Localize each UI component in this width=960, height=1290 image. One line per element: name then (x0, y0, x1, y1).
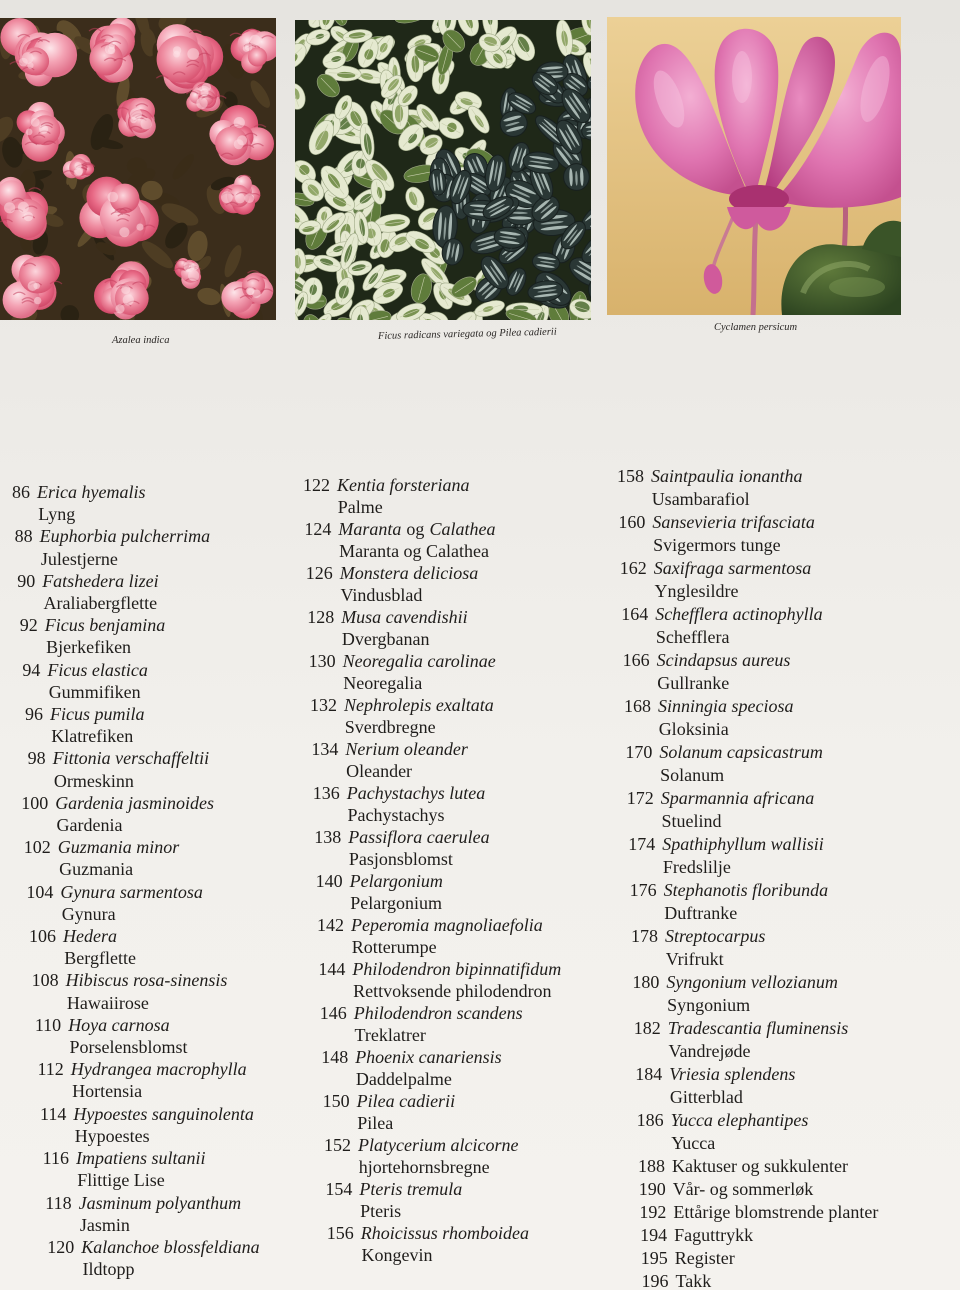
index-entry (300, 1002, 561, 1046)
page-number: 144 (318, 959, 346, 979)
entry-heading (625, 833, 878, 856)
latin-name: Nerium oleander (345, 739, 468, 759)
page-number: 114 (40, 1103, 67, 1124)
page-number: 196 (641, 1271, 669, 1290)
index-entry (0, 1014, 260, 1058)
index-entry (0, 481, 260, 525)
latin-name: Streptocarpus (665, 926, 766, 946)
section-title: Faguttrykk (674, 1225, 754, 1245)
entry-heading (39, 1147, 260, 1169)
entry-heading (42, 1192, 260, 1214)
photo-caption: Ficus radicans variegata og Pilea cadierii (377, 326, 557, 342)
index-entry (300, 738, 561, 782)
entry-heading (634, 1109, 879, 1132)
common-name: Hortensia (72, 1081, 143, 1102)
name-joiner: og (406, 519, 425, 539)
common-name: Treklatrer (354, 1025, 426, 1045)
entry-heading (635, 1155, 878, 1178)
index-entry (0, 1192, 260, 1236)
photo-cyclamen (607, 17, 901, 315)
entry-heading (313, 870, 562, 892)
entry-heading (320, 1090, 562, 1112)
latin-name: Schefflera actinophylla (655, 604, 823, 624)
index-entry (614, 1201, 878, 1224)
entry-heading (629, 971, 878, 994)
section-title: Ettårige blomstrende planter (673, 1202, 879, 1222)
latin-name: Sparmannia africana (660, 788, 815, 808)
entry-heading (321, 1134, 561, 1156)
latin-name: Ficus elastica (47, 659, 148, 680)
common-name: Gullranke (657, 673, 730, 693)
index-entry (614, 833, 878, 879)
entry-heading (304, 606, 561, 628)
latin-name: Impatiens sultanii (76, 1148, 206, 1169)
latin-name: Musa cavendishii (341, 607, 468, 627)
index-entry (614, 971, 878, 1017)
photo-caption: Cyclamen persicum (714, 322, 798, 333)
latin-name: Scindapsus aureus (656, 650, 791, 670)
index-entry (0, 614, 260, 658)
entry-heading (311, 826, 561, 848)
page-number: 88 (14, 526, 33, 547)
index-entry (614, 1270, 878, 1290)
entry-heading (10, 659, 259, 681)
index-entry (614, 741, 878, 787)
common-name: Daddelpalme (355, 1069, 452, 1089)
page-number: 122 (303, 475, 330, 495)
entry-heading (314, 914, 561, 936)
index-entry (0, 836, 260, 880)
latin-name: Pelargonium (349, 871, 443, 891)
page-number: 186 (636, 1110, 664, 1130)
page-number: 154 (325, 1179, 353, 1199)
page-number: 94 (22, 659, 41, 680)
common-name: Gummifiken (48, 681, 141, 702)
entry-heading (624, 787, 879, 810)
page-number: 126 (305, 563, 333, 583)
entry-heading (615, 511, 878, 534)
entry-heading (618, 603, 878, 626)
common-name: Araliabergflette (43, 593, 158, 614)
index-entry (614, 557, 878, 603)
entry-heading (317, 1002, 561, 1024)
index-entry (614, 603, 878, 649)
page-number: 195 (640, 1248, 668, 1268)
common-name: Hawaiirose (66, 992, 149, 1013)
entry-heading (631, 1017, 879, 1040)
entry-heading (620, 649, 879, 672)
photo-ficus-pilea (295, 20, 591, 320)
entry-heading (617, 557, 879, 580)
entry-heading (18, 792, 260, 814)
index-entry (614, 879, 878, 925)
page-number: 170 (625, 742, 653, 762)
photo-caption: Azalea indica (112, 335, 170, 346)
common-name: Oleander (346, 761, 413, 781)
entry-heading (622, 741, 878, 764)
common-name: Pasjonsblomst (348, 849, 453, 869)
common-name: Ynglesildre (654, 581, 739, 601)
page-number: 164 (621, 604, 649, 624)
entry-heading (36, 1103, 259, 1125)
page-number: 194 (640, 1225, 668, 1245)
section-title: Takk (675, 1271, 712, 1290)
common-name: Syngonium (667, 995, 751, 1015)
page-number: 184 (635, 1064, 663, 1084)
index-entry (300, 782, 561, 826)
page-number: 118 (45, 1192, 72, 1213)
index-entry (0, 969, 260, 1013)
index-entry (0, 659, 260, 703)
common-name: Bjerkefiken (46, 637, 132, 658)
index-entry (0, 881, 260, 925)
common-name: Solanum (660, 765, 725, 785)
entry-heading (318, 1046, 561, 1068)
entry-heading (636, 1201, 878, 1224)
common-name: Gloksinia (658, 719, 729, 739)
page-number: 176 (629, 880, 657, 900)
entry-heading (31, 1014, 260, 1036)
latin-name: Pilea cadierii (356, 1091, 456, 1111)
page-number: 148 (321, 1047, 349, 1067)
latin-name: Erica hyemalis (37, 482, 146, 502)
common-name: Hypoestes (74, 1125, 150, 1146)
index-entry (614, 649, 878, 695)
entry-heading (308, 738, 561, 760)
page-number: 178 (631, 926, 658, 946)
index-column (0, 481, 260, 1280)
index-entry (300, 1134, 561, 1178)
entry-heading (303, 562, 561, 584)
common-name: Fredslilje (662, 857, 731, 877)
page-number: 98 (27, 748, 46, 769)
common-name: Porselensblomst (69, 1037, 188, 1058)
latin-name: Kalanchoe blossfeldiana (81, 1236, 260, 1257)
index-entry (300, 826, 561, 870)
entry-heading (637, 1224, 878, 1247)
entry-heading (34, 1058, 260, 1080)
latin-name: Syngonium vellozianum (666, 972, 838, 992)
index-entry (0, 525, 260, 569)
common-name: Ormeskinn (53, 770, 134, 791)
page-number: 152 (324, 1135, 351, 1155)
latin-name: Passiflora caerulea (348, 827, 490, 847)
entry-heading (13, 703, 260, 725)
common-name: Stuelind (661, 811, 722, 831)
latin-name: Sansevieria trifasciata (652, 512, 815, 532)
index-entry (300, 650, 561, 694)
latin-name: Guzmania minor (57, 837, 180, 858)
latin-name: Pteris tremula (359, 1179, 463, 1199)
index-entry (0, 1058, 260, 1102)
index-entry (300, 1090, 561, 1134)
common-name: Duftranke (664, 903, 738, 923)
page-number: 138 (314, 827, 342, 847)
common-name: Pelargonium (350, 893, 442, 913)
common-name: Rotterumpe (351, 937, 437, 957)
page-number: 104 (26, 881, 54, 902)
common-name: Lyng (38, 504, 76, 525)
latin-name: Spathiphyllum wallisii (662, 834, 824, 854)
page-number: 142 (317, 915, 344, 935)
common-name: Usambarafiol (651, 489, 750, 509)
latin-name: Peperomia magnoliaefolia (351, 915, 543, 935)
page-number: 100 (21, 792, 49, 813)
latin-name: Saintpaulia ionantha (651, 466, 803, 486)
entry-heading (8, 614, 260, 636)
page-number: 86 (12, 482, 30, 502)
page-number: 136 (312, 783, 340, 803)
index-entry (614, 695, 878, 741)
latin-name: Calathea (429, 519, 496, 539)
common-name: Vandrejøde (668, 1041, 751, 1061)
latin-name: Hydrangea macrophylla (70, 1059, 247, 1080)
entry-heading (300, 474, 561, 496)
entry-heading (26, 925, 260, 947)
page-number: 146 (319, 1003, 347, 1023)
index-entry (300, 518, 561, 562)
index-entry (614, 787, 878, 833)
index-entry (300, 474, 561, 518)
latin-name: Euphorbia pulcherrima (39, 526, 211, 547)
page-number: 192 (639, 1202, 667, 1222)
page-number: 160 (618, 512, 646, 532)
page-number: 128 (307, 607, 335, 627)
index-entry (300, 562, 561, 606)
entry-heading (310, 782, 561, 804)
entry-heading (621, 695, 878, 718)
page-number: 156 (326, 1223, 354, 1243)
page-number: 130 (308, 651, 336, 671)
latin-name: Solanum capsicastrum (659, 742, 823, 762)
index-entry (300, 1178, 561, 1222)
latin-name: Pachystachys lutea (346, 783, 486, 803)
page-number: 174 (628, 834, 656, 854)
page-number: 182 (633, 1018, 661, 1038)
page-number: 112 (37, 1059, 64, 1080)
common-name: Maranta og Calathea (339, 541, 490, 561)
index-entry (300, 1222, 561, 1266)
page-number: 102 (23, 837, 51, 858)
common-name: Bergflette (64, 948, 136, 969)
page-number: 188 (638, 1156, 665, 1176)
latin-name: Nephrolepis exaltata (344, 695, 494, 715)
index-entry (0, 1236, 260, 1280)
page-number: 132 (310, 695, 337, 715)
entry-heading (21, 836, 260, 858)
index-entry (0, 703, 260, 747)
entry-heading (16, 747, 260, 769)
latin-name: Monstera deliciosa (339, 563, 479, 583)
entry-heading (301, 518, 561, 540)
entry-heading (5, 570, 260, 592)
page-number: 158 (617, 466, 644, 486)
page-number: 110 (34, 1014, 62, 1035)
entry-heading (315, 958, 561, 980)
index-entry (614, 1109, 878, 1155)
section-title: Kaktuser og sukkulenter (672, 1156, 848, 1176)
common-name: Svigermors tunge (653, 535, 781, 555)
common-name: Flittige Lise (77, 1170, 165, 1191)
index-column (300, 474, 561, 1266)
index-entry (614, 1155, 878, 1178)
index-entry (0, 570, 260, 614)
index-entry (0, 792, 260, 836)
index-entry (614, 511, 878, 557)
entry-heading (614, 465, 878, 488)
page-number: 124 (304, 519, 332, 539)
index-entry (614, 1224, 878, 1247)
latin-name: Tradescantia fluminensis (667, 1018, 849, 1038)
page-number: 190 (638, 1179, 666, 1199)
latin-name: Fittonia verschaffeltii (52, 748, 210, 769)
index-column (614, 465, 878, 1290)
index-entry (614, 1178, 878, 1201)
entry-heading (23, 881, 259, 903)
page-number: 166 (622, 650, 650, 670)
common-name: hjortehornsbregne (358, 1157, 490, 1177)
entry-heading (0, 481, 260, 503)
page-number: 116 (42, 1148, 69, 1169)
index-entry (614, 1017, 878, 1063)
entry-heading (628, 925, 878, 948)
page-number: 172 (626, 788, 654, 808)
latin-name: Hoya carnosa (68, 1014, 170, 1035)
common-name: Schefflera (655, 627, 730, 647)
index-entry (614, 1247, 878, 1270)
latin-name: Gynura sarmentosa (60, 881, 203, 902)
index-entry (300, 1046, 561, 1090)
page-number: 180 (632, 972, 660, 992)
entry-heading (306, 650, 562, 672)
common-name: Sverdbregne (344, 717, 436, 737)
common-name: Rettvoksende philodendron (353, 981, 552, 1001)
page-number: 150 (322, 1091, 350, 1111)
entry-heading (627, 879, 879, 902)
latin-name: Phoenix canariensis (355, 1047, 502, 1067)
common-name: Dvergbanan (341, 629, 430, 649)
index-entry (0, 1103, 260, 1147)
latin-name: Gardenia jasminoides (55, 792, 215, 813)
entry-heading (639, 1270, 879, 1290)
page-number: 106 (29, 926, 56, 947)
entry-heading (324, 1222, 561, 1244)
common-name: Vrifrukt (665, 949, 724, 969)
page-number: 134 (311, 739, 339, 759)
common-name: Jasmin (79, 1214, 130, 1235)
page-number: 168 (624, 696, 651, 716)
latin-name: Saxifraga sarmentosa (653, 558, 812, 578)
common-name: Julestjerne (40, 548, 118, 569)
entry-heading (632, 1063, 878, 1086)
index-entry (300, 694, 561, 738)
index-entry (614, 1063, 878, 1109)
entry-heading (3, 525, 260, 547)
common-name: Kongevin (361, 1245, 433, 1265)
common-name: Gitterblad (669, 1087, 743, 1107)
latin-name: Stephanotis floribunda (663, 880, 829, 900)
latin-name: Jasminum polyanthum (78, 1192, 242, 1213)
index-entry (300, 870, 561, 914)
common-name: Pilea (357, 1113, 394, 1133)
entry-heading (29, 969, 260, 991)
common-name: Yucca (671, 1133, 716, 1153)
page-number: 162 (619, 558, 647, 578)
latin-name: Fatshedera lizei (42, 570, 159, 591)
section-title: Register (674, 1248, 735, 1268)
page-number: 96 (25, 704, 43, 725)
latin-name: Hibiscus rosa-sinensis (65, 970, 228, 991)
common-name: Klatrefiken (51, 726, 134, 747)
section-title: Vår- og sommerløk (672, 1179, 814, 1199)
index-entry (614, 465, 878, 511)
index-entry (300, 914, 561, 958)
photo-azalea (0, 18, 276, 320)
common-name: Palme (337, 497, 383, 517)
latin-name: Philodendron scandens (353, 1003, 523, 1023)
common-name: Ildtopp (82, 1259, 135, 1280)
latin-name: Kentia forsteriana (337, 475, 470, 495)
latin-name: Hypoestes sanguinolenta (73, 1103, 254, 1124)
latin-name: Ficus benjamina (44, 615, 166, 636)
latin-name: Ficus pumila (50, 704, 145, 725)
index-entry (614, 925, 878, 971)
page-number: 140 (315, 871, 343, 891)
index-entry (0, 925, 260, 969)
latin-name: Philodendron bipinnatifidum (352, 959, 562, 979)
latin-name: Platycerium alcicorne (358, 1135, 519, 1155)
entry-heading (322, 1178, 561, 1200)
latin-name: Neoregalia carolinae (342, 651, 496, 671)
latin-name: Rhoicissus rhomboidea (360, 1223, 529, 1243)
latin-name: Vriesia splendens (669, 1064, 796, 1084)
entry-heading (636, 1178, 879, 1201)
latin-name: Hedera (63, 926, 117, 947)
entry-heading (638, 1247, 879, 1270)
entry-heading (307, 694, 561, 716)
latin-name: Sinningia speciosa (658, 696, 794, 716)
index-entry (0, 747, 260, 791)
common-name: Guzmania (59, 859, 134, 880)
common-name: Pteris (360, 1201, 402, 1221)
common-name: Pachystachys (347, 805, 445, 825)
common-name: Vindusblad (340, 585, 423, 605)
latin-name: Yucca elephantipes (670, 1110, 809, 1130)
common-name: Neoregalia (343, 673, 423, 693)
common-name: Gynura (61, 903, 116, 924)
latin-name: Maranta (338, 519, 402, 539)
page-number: 108 (31, 970, 59, 991)
page-number: 92 (19, 615, 38, 636)
entry-heading (44, 1236, 260, 1258)
index-entry (300, 606, 561, 650)
page-number: 120 (47, 1236, 75, 1257)
index-entry (0, 1147, 260, 1191)
page-number: 90 (17, 570, 36, 591)
common-name: Gardenia (56, 815, 123, 836)
index-entry (300, 958, 561, 1002)
